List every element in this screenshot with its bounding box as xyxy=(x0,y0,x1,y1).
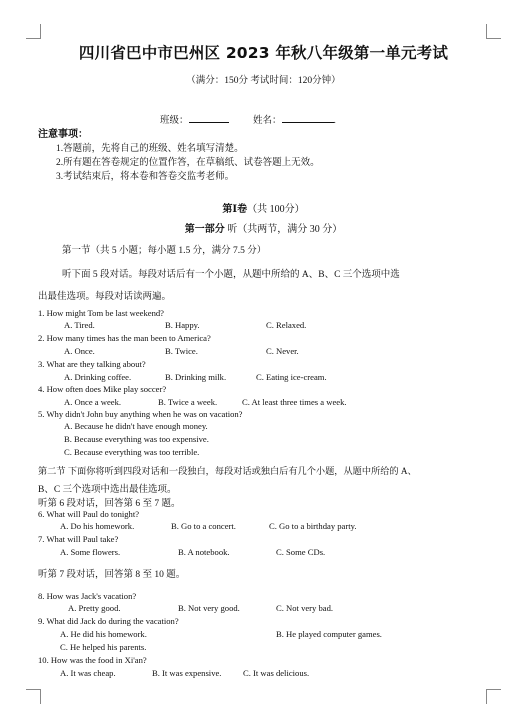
option-3b[interactable]: B. Drinking milk. xyxy=(165,372,227,382)
section-one-instructions-cont: 出最佳选项。每段对话读两遍。 xyxy=(38,292,172,302)
option-10c[interactable]: C. It was delicious. xyxy=(243,668,310,678)
option-3c[interactable]: C. Eating ice-cream. xyxy=(256,372,327,382)
option-7a[interactable]: A. Some flowers. xyxy=(60,547,121,557)
option-2a[interactable]: A. Once. xyxy=(64,346,95,356)
option-8c[interactable]: C. Not very bad. xyxy=(276,603,334,613)
name-blank[interactable] xyxy=(282,112,334,123)
option-6b[interactable]: B. Go to a concert. xyxy=(171,521,236,531)
notice-title: 注意事项： xyxy=(38,129,88,140)
class-blank[interactable] xyxy=(189,112,229,123)
question-10: 10. How was the food in Xi'an? xyxy=(38,655,147,665)
class-field xyxy=(160,112,229,126)
option-9c[interactable]: C. He helped his parents. xyxy=(60,642,147,652)
crop-mark-top-left xyxy=(26,24,41,39)
option-6a[interactable]: A. Do his homework. xyxy=(60,521,135,531)
option-2c[interactable]: C. Never. xyxy=(266,346,299,356)
option-10a[interactable]: A. It was cheap. xyxy=(60,668,116,678)
section-one-instructions: 听下面 5 段对话。每段对话后有一个小题，从题中所给的 A、B、C 三个选项中选 xyxy=(62,270,400,280)
question-7: 7. What will Paul take? xyxy=(38,534,119,544)
listen-dialogue-7: 听第 7 段对话，回答第 8 至 10 题。 xyxy=(38,570,186,580)
notice-item: 1.答题前，先将自己的班级、姓名填写清楚。 xyxy=(56,144,244,154)
part-one-label: 第Ⅰ卷 xyxy=(222,204,248,215)
option-3a[interactable]: A. Drinking coffee. xyxy=(64,372,132,382)
part-one-score: （共 100分） xyxy=(247,204,305,215)
listening-heading xyxy=(0,220,527,235)
section-two-instructions: 第二节 下面你将听到四段对话和一段独白，每段对话或独白后有几个小题，从题中所给的 A、 xyxy=(38,466,417,476)
question-3: 3. What are they talking about? xyxy=(38,359,146,369)
name-label: 姓名： xyxy=(253,116,282,126)
exam-meta: （满分：150分 考试时间：120分钟） xyxy=(186,76,341,86)
option-4b[interactable]: B. Twice a week. xyxy=(158,397,218,407)
part-one-heading xyxy=(0,200,527,215)
option-7b[interactable]: B. A notebook. xyxy=(178,547,230,557)
question-6: 6. What will Paul do tonight? xyxy=(38,509,140,519)
question-4: 4. How often does Mike play soccer? xyxy=(38,384,167,394)
option-8a[interactable]: A. Pretty good. xyxy=(68,603,121,613)
name-field xyxy=(253,112,336,126)
section-one-heading: 第一节（共 5 小题；每小题 1.5 分，满分 7.5 分） xyxy=(62,246,267,256)
section-two-instructions-cont: B、C 三个选项中选出最佳选项。 xyxy=(38,485,177,495)
option-9b[interactable]: B. He played computer games. xyxy=(276,629,382,639)
crop-mark-bottom-left xyxy=(26,689,41,704)
question-8: 8. How was Jack's vacation? xyxy=(38,591,137,601)
option-2b[interactable]: B. Twice. xyxy=(165,346,198,356)
notice-item: 3.考试结束后，将本卷和答卷交监考老师。 xyxy=(56,172,235,182)
option-9a[interactable]: A. He did his homework. xyxy=(60,629,147,639)
option-4c[interactable]: C. At least three times a week. xyxy=(242,397,347,407)
crop-mark-top-right xyxy=(486,24,501,39)
option-6c[interactable]: C. Go to a birthday party. xyxy=(269,521,357,531)
listening-label: 第一部分 xyxy=(184,224,225,235)
option-4a[interactable]: A. Once a week. xyxy=(64,397,122,407)
option-8b[interactable]: B. Not very good. xyxy=(178,603,240,613)
name-end: . xyxy=(333,116,336,126)
option-1c[interactable]: C. Relaxed. xyxy=(266,320,307,330)
notice-item: 2.所有题在答卷规定的位置作答，在草稿纸、试卷答题上无效。 xyxy=(56,158,320,168)
question-9: 9. What did Jack do during the vacation? xyxy=(38,616,179,626)
crop-mark-bottom-right xyxy=(486,689,501,704)
option-5c[interactable]: C. Because everything was too terrible. xyxy=(64,447,200,457)
listen-dialogue-6: 听第 6 段对话，回答第 6 至 7 题。 xyxy=(38,499,181,509)
option-5a[interactable]: A. Because he didn't have enough money. xyxy=(64,421,208,431)
option-10b[interactable]: B. It was expensive. xyxy=(152,668,222,678)
exam-title: 四川省巴中市巴州区 2023 年秋八年级第一单元考试 xyxy=(78,44,449,62)
option-7c[interactable]: C. Some CDs. xyxy=(276,547,326,557)
listening-score: 听（共两节，满分 30 分） xyxy=(224,224,343,235)
question-2: 2. How many times has the man been to America? xyxy=(38,333,211,343)
option-1b[interactable]: B. Happy. xyxy=(165,320,200,330)
question-1: 1. How might Tom be last weekend? xyxy=(38,308,164,318)
option-1a[interactable]: A. Tired. xyxy=(64,320,95,330)
question-5: 5. Why didn't John buy anything when he was on vacation? xyxy=(38,409,243,419)
option-5b[interactable]: B. Because everything was too expensive. xyxy=(64,434,209,444)
class-label: 班级： xyxy=(160,116,189,126)
